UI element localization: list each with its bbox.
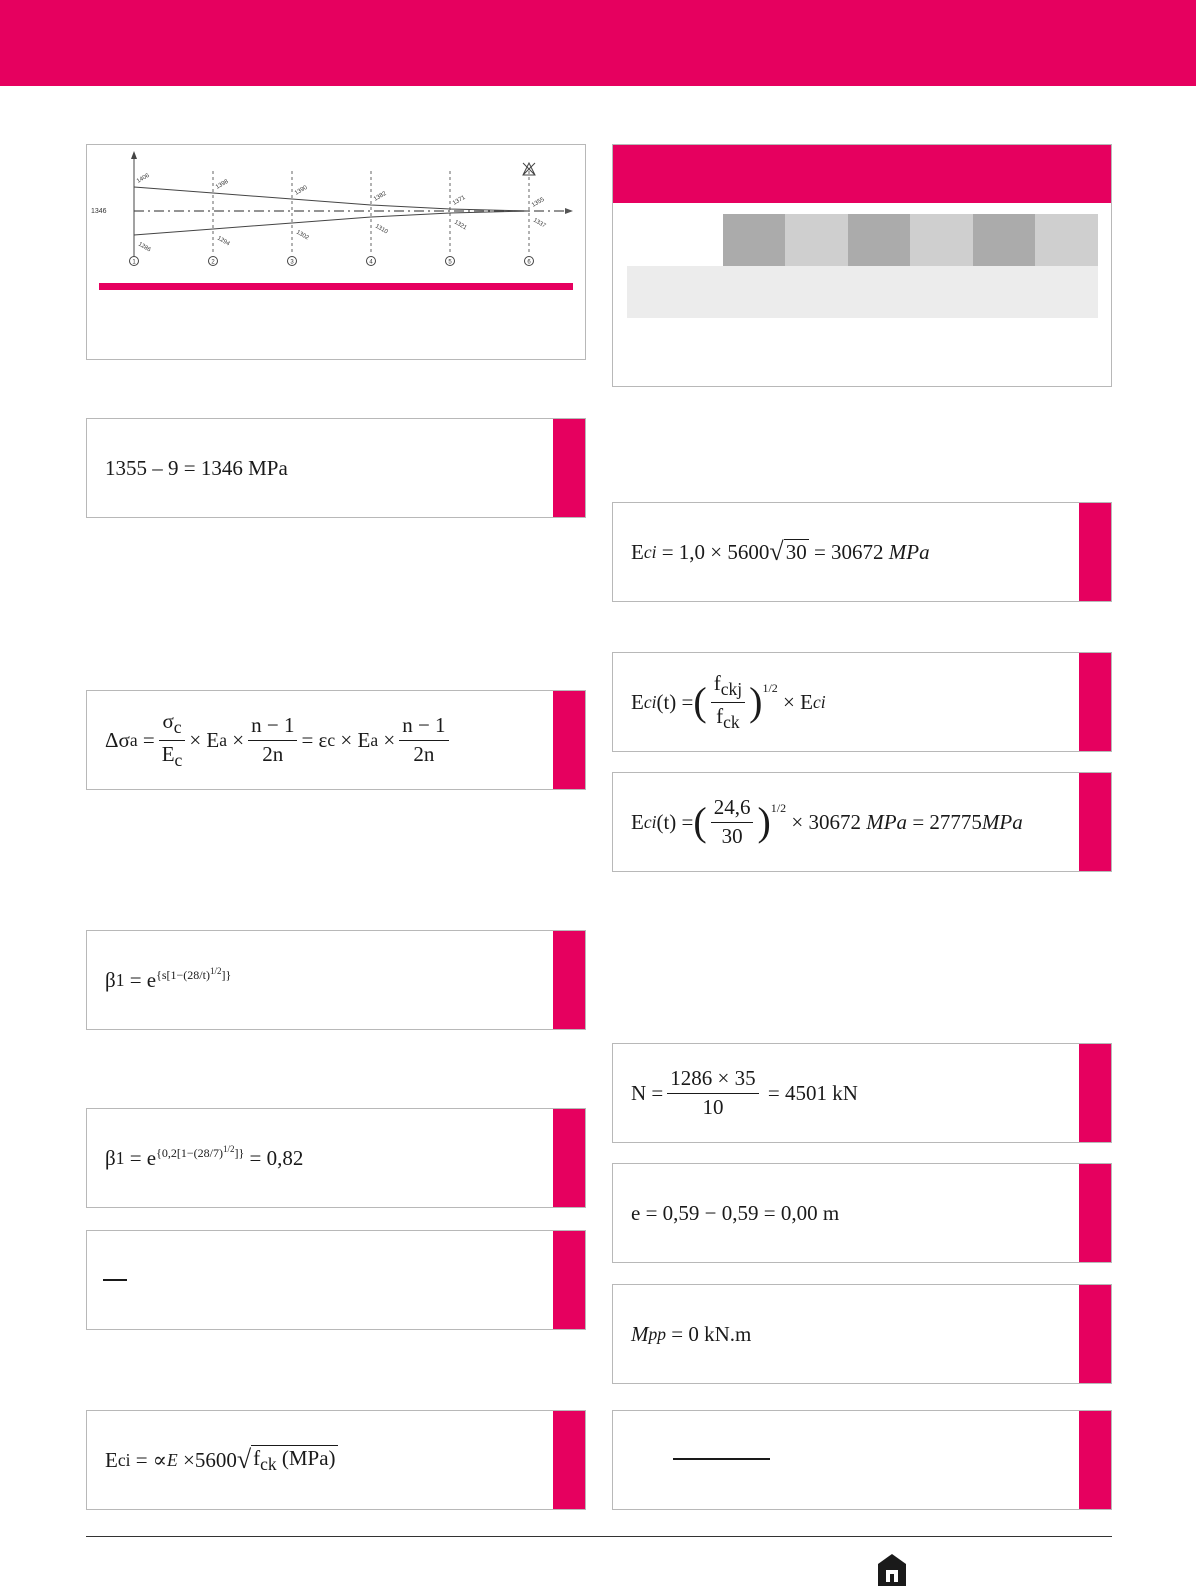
table-cell [910, 214, 973, 266]
data-table-box [612, 144, 1112, 387]
symbol: E [631, 539, 644, 564]
subscript: ci [117, 1449, 131, 1470]
symbol: E [357, 727, 371, 752]
operator: = ∝ [135, 1447, 168, 1472]
symbol: E [206, 727, 220, 752]
exponent: {s[1−(28/t) [156, 967, 210, 982]
station-label: 6 [527, 259, 531, 266]
symbol: E [631, 689, 644, 714]
table-header [613, 145, 1111, 203]
equation-box-eccentricity [612, 1163, 1112, 1263]
subscript: ci [643, 691, 657, 712]
upper-stress-label: 1390 [294, 184, 309, 197]
symbol: N = [631, 1080, 664, 1105]
multiplier: × E [783, 689, 813, 714]
table-cell [723, 214, 785, 266]
subscript: a [129, 729, 138, 750]
fraction-bar-fragment [673, 1458, 770, 1460]
symbol: E [631, 809, 644, 834]
equation-beta-general: β 1 = e $^{\{s[1-(28/t)^{1/2}]\}}$ [105, 965, 232, 992]
exponent: 1/2 [762, 680, 778, 695]
equation-eci-t-general: E ci (t) = ( $\frac{f_{ckj}}{f_{ck}}$ ) $^{1/2}$ × E ci [631, 671, 826, 732]
value-b: 9 [168, 455, 179, 480]
lower-stress-label: 1310 [374, 223, 389, 236]
subscript: ci [643, 811, 657, 832]
station-label: 1 [132, 259, 136, 266]
unit: MPa [866, 809, 908, 834]
equation-eci-general: E ci = ∝ E ×5600 √ $f_{ck}$ (MPa) [105, 1445, 336, 1475]
result: = 30672 [813, 539, 884, 564]
exponent: {0,2[1−(28/7) [156, 1145, 223, 1160]
table-row [627, 266, 1098, 318]
exponent-end: ]} [221, 967, 232, 982]
box-tab [553, 1231, 585, 1329]
numerator: σ [162, 709, 174, 734]
publisher-logo [874, 1550, 910, 1590]
equation-beta-value: β 1 = e $^{\{0,2[1-(28/7)^{1/2}]\}}$ = 0,82 [105, 1143, 304, 1170]
upper-stress-label: 1398 [215, 178, 230, 191]
equation-box-eci-value [612, 502, 1112, 602]
argument: (t) [656, 689, 677, 714]
box-tab [1079, 653, 1111, 751]
exponent-end: ]} [234, 1145, 245, 1160]
equation-eci-value: E ci = 1,0 × 5600 √ 30 = 30672 MPa [631, 537, 930, 566]
table-cell [1035, 214, 1098, 266]
equation-box-blank-left [86, 1230, 586, 1330]
subscript: 1 [115, 1147, 125, 1168]
equation-box-delta-sigma [86, 690, 586, 790]
figure-caption-bar [99, 283, 573, 290]
lower-stress-label: 1321 [453, 219, 468, 232]
subscript: c [174, 749, 183, 770]
equation-box-blank-right [612, 1410, 1112, 1510]
lower-stress-line [134, 211, 529, 235]
subscript: ci [643, 541, 657, 562]
equation-loss: 1355 – 9 = 1346 MPa [105, 455, 288, 480]
lower-stress-label: 1286 [137, 241, 152, 254]
station-label: 3 [290, 259, 294, 266]
fraction-n: $\frac{n - 1}{2n}$ [248, 714, 297, 765]
result: = 0,82 [249, 1145, 304, 1170]
denominator: E [161, 741, 175, 766]
subscript: a [219, 729, 228, 750]
result: = 0 kN.m [671, 1321, 752, 1346]
equation-box-eci-general [86, 1410, 586, 1510]
expression: = 1,0 × 5600 [661, 539, 770, 564]
station-label: 2 [211, 259, 215, 266]
header-bar [0, 0, 1196, 86]
equation-box-eci-t-general [612, 652, 1112, 752]
fraction-ratio: $\frac{24,6}{30}$ [711, 796, 754, 847]
equation-box-moment [612, 1284, 1112, 1384]
base: e [146, 967, 157, 992]
station-label: 5 [448, 259, 452, 266]
subscript: 1 [115, 969, 125, 990]
subscript: pp [648, 1323, 666, 1344]
upper-stress-label: 1406 [136, 172, 151, 185]
lower-stress-label: 1302 [295, 229, 310, 242]
box-tab [553, 691, 585, 789]
base: e [146, 1145, 157, 1170]
result: = 27775 [912, 809, 982, 834]
radicand: 30 [785, 540, 807, 564]
unit: MPa [888, 539, 930, 564]
symbol: M [631, 1321, 649, 1346]
table-cell [785, 214, 848, 266]
unit: MPa [248, 455, 288, 480]
fraction-fck: $\frac{f_{ckj}}{f_{ck}}$ [711, 672, 745, 732]
box-tab [1079, 1285, 1111, 1383]
multiplier: ×5600 [182, 1447, 237, 1472]
multiplier: × 30672 [791, 809, 861, 834]
fraction-force: $\frac{1286 \times 35}{10}$ [667, 1067, 758, 1118]
symbol: β [105, 967, 116, 992]
subscript: a [370, 729, 379, 750]
equation-delta-sigma: Δσ a = $\frac{\sigma_c}{E_c}$ × E a × $\frac{n - 1}{2n}$ = ε c × E a × $\frac{n - 1}{2n}$ [105, 691, 453, 789]
equation-eci-t-value: E ci (t) = ( $\frac{24,6}{30}$ ) $^{1/2}$ × 30672 MPa = 27775 MPa [631, 795, 1023, 848]
box-tab [553, 419, 585, 517]
unit: MPa [981, 809, 1023, 834]
symbol: ε [318, 727, 328, 752]
stress-diagram-figure [86, 144, 586, 360]
argument: (t) [656, 809, 677, 834]
exponent-power: 1/2 [209, 965, 222, 976]
equation-moment [631, 1285, 751, 1383]
box-tab [553, 1109, 585, 1207]
equation-box-beta-value [86, 1108, 586, 1208]
box-tab [1079, 1164, 1111, 1262]
table-cell [973, 214, 1035, 266]
value-a: 1355 [105, 455, 147, 480]
axis-arrow [565, 208, 573, 214]
result: = 4501 kN [767, 1080, 858, 1105]
upper-stress-label: 1355 [531, 196, 546, 209]
value-c: 1346 [200, 455, 243, 480]
symbol: E [105, 1447, 118, 1472]
upper-stress-label: 1382 [373, 190, 388, 203]
fraction-bar-fragment [103, 1279, 127, 1281]
box-tab [1079, 1411, 1111, 1509]
cable-stress-diagram [87, 145, 585, 295]
symbol: Δσ [105, 727, 130, 752]
fraction-n-2: $\frac{n - 1}{2n}$ [399, 714, 448, 765]
subscript: c [173, 717, 182, 738]
lower-stress-label: 1294 [216, 235, 231, 248]
subscript: ci [812, 691, 826, 712]
equation-box-eci-t-value [612, 772, 1112, 872]
box-tab [553, 1411, 585, 1509]
box-tab [1079, 503, 1111, 601]
exponent: 1/2 [770, 800, 787, 815]
lower-stress-label: 1337 [532, 217, 547, 230]
table-cell [848, 214, 910, 266]
axis-arrow-up [131, 151, 137, 159]
subscript: c [327, 729, 336, 750]
axis-value-label: 1346 [91, 208, 107, 215]
equation-eccentricity: e = 0,59 − 0,59 = 0,00 m [631, 1200, 840, 1225]
symbol: β [105, 1145, 116, 1170]
footer-rule [86, 1536, 1112, 1537]
radicand: $f_{ck}$ (MPa) [253, 1445, 336, 1475]
fraction-sigma-over-e [159, 710, 186, 770]
subscript: E [167, 1449, 178, 1470]
upper-stress-label: 1371 [452, 194, 467, 207]
equation-box-loss [86, 418, 586, 518]
station-label: 4 [369, 259, 373, 266]
equation-box-beta-general [86, 930, 586, 1030]
box-tab [1079, 773, 1111, 871]
box-tab [1079, 1044, 1111, 1142]
box-tab [553, 931, 585, 1029]
equation-normal-force [631, 1044, 858, 1142]
equation-box-normal-force [612, 1043, 1112, 1143]
exponent-power: 1/2 [222, 1143, 235, 1154]
